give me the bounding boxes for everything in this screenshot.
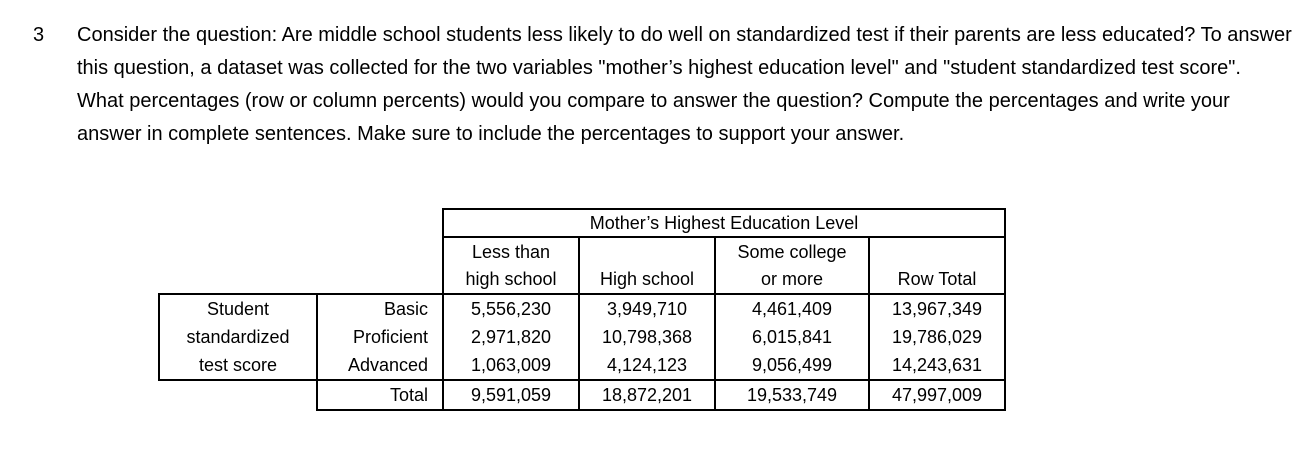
row-label: Advanced	[347, 355, 428, 375]
table-row	[159, 323, 1005, 351]
question-text: Consider the question: Are middle school students less likely to do well on standardized test if their parents are less educated? To answer this question, a dataset was collected for the two variables "mother’s highest education level" and "student standardized test score". What percentages (row or column percents) would you compare to answer the question? Compute the percentages and write your answer in complete sentences. Make sure to include the percentages to support your answer.	[77, 24, 1292, 145]
table-cell: 13,967,349	[869, 294, 1005, 323]
table-cell: 9,056,499	[715, 351, 869, 380]
row-label: Proficient	[352, 327, 428, 347]
table-cell: 9,591,059	[443, 380, 579, 410]
table-cell: 6,015,841	[715, 323, 869, 351]
row-label: Basic	[317, 294, 443, 323]
table-cell: 14,243,631	[869, 351, 1005, 380]
table-cell: 2,971,820	[443, 323, 579, 351]
table-cell: 19,533,749	[715, 380, 869, 410]
row-group-line3: test score	[159, 351, 317, 380]
table-row	[159, 351, 1005, 380]
table-row	[159, 294, 1005, 323]
row-group-line2: standardized	[159, 323, 317, 351]
col-header-row-total: Row Total	[869, 265, 1005, 294]
col-header-some-college-line2: or more	[715, 265, 869, 294]
col-header-less-than-hs-line1: Less than	[443, 237, 579, 265]
col-header-some-college-line1: Some college	[715, 237, 869, 265]
table-cell: 3,949,710	[579, 294, 715, 323]
table-cell: 47,997,009	[869, 380, 1005, 410]
column-group-header: Mother’s Highest Education Level	[443, 209, 1005, 237]
table-cell: 4,461,409	[715, 294, 869, 323]
table-cell: 10,798,368	[579, 323, 715, 351]
table-cell: 5,556,230	[443, 294, 579, 323]
contingency-table	[158, 208, 1006, 411]
col-header-high-school: High school	[579, 265, 715, 294]
table-cell: 1,063,009	[443, 351, 579, 380]
table-cell: 18,872,201	[579, 380, 715, 410]
row-label: Total	[317, 380, 443, 410]
table-cell: 19,786,029	[869, 323, 1005, 351]
row-group-line1: Student	[159, 294, 317, 323]
table-cell: 4,124,123	[579, 351, 715, 380]
question-number: 3	[33, 24, 45, 46]
table-row	[159, 380, 1005, 410]
col-header-less-than-hs-line2: high school	[443, 265, 579, 294]
